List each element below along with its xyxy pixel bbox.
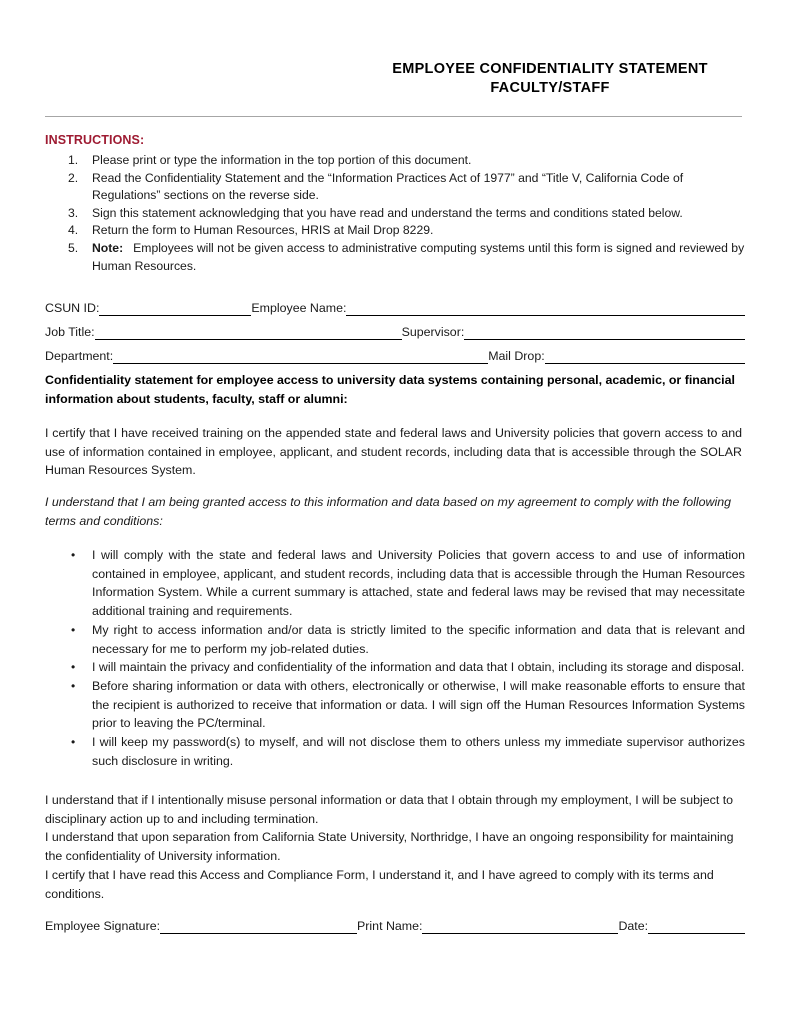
list-item: [45, 677, 745, 733]
header-divider: [45, 116, 742, 117]
title-line-secondary: FACULTY/STAFF: [490, 80, 610, 96]
certification-paragraph: I certify that I have received training on the appended state and federal laws and University policies that govern access to and use of information contained in employee, applicant, and student records, including data that is accessible through the SOLAR Human Resources System.: [45, 426, 742, 478]
supervisor-label: Supervisor:: [401, 325, 465, 339]
supervisor-input[interactable]: [464, 325, 745, 340]
title-line-primary: EMPLOYEE CONFIDENTIALITY STATEMENT: [392, 61, 708, 77]
instruction-item: [45, 222, 745, 240]
instruction-item-note: [45, 240, 745, 275]
list-item: [45, 733, 745, 770]
closing-paragraph-1: I understand that if I intentionally misuse personal information or data that I obtain through my employment, I will be subject to disciplinary action up to and including termination.: [45, 793, 734, 826]
date-input[interactable]: [648, 919, 745, 934]
print-name-input[interactable]: [422, 919, 618, 934]
instruction-number: 3.: [68, 205, 79, 220]
bullet-icon: •: [71, 735, 76, 750]
list-item-text: Before sharing information or data with others, electronically or otherwise, I will make reasonable efforts to ensure that the recipient is authorized to receive that information or data. I will sign off the Human Resources Information Systems prior to leaving the PC/terminal.: [92, 678, 745, 731]
closing-paragraphs: [45, 791, 742, 903]
employee-name-input[interactable]: [346, 301, 745, 316]
mail-drop-label: Mail Drop:: [488, 349, 545, 363]
employee-signature-label: Employee Signature:: [45, 919, 161, 933]
instruction-item: [45, 152, 745, 170]
instruction-number: 5.: [68, 240, 79, 255]
closing-paragraph-2: I understand that upon separation from California State University, Northridge, I have an ongoing responsibility for maintaining the confidentiality of University information.: [45, 830, 734, 864]
list-item: [45, 621, 745, 658]
list-item-text: I will keep my password(s) to myself, and will not disclose them to others unless my immediate supervisor authorizes such disclosure in writing.: [92, 735, 745, 768]
form-row-department-maildrop: [45, 340, 745, 364]
print-name-label: Print Name:: [357, 919, 423, 933]
list-item: [45, 546, 745, 621]
list-item-text: I will comply with the state and federal laws and University Policies that govern access to and use of information contained in employee, applicant, and student records, including data that is accessible through the Human Resources Information System. While a current summary is attached, state and federal laws may be revised that may necessitate additional training and requirements.: [92, 548, 745, 619]
list-item-text: My right to access information and/or data is strictly limited to the specific information and data that is relevant and necessary for me to perform my job-related duties.: [92, 622, 745, 656]
instruction-text: Please print or type the information in the top portion of this document.: [92, 153, 472, 167]
date-label: Date:: [618, 919, 649, 933]
instruction-text: Employees will not be given access to administrative computing systems until this form is signed and reviewed by Human Resources.: [92, 240, 745, 273]
employee-info-form: [45, 292, 745, 364]
instructions-list: [45, 152, 745, 275]
terms-intro-paragraph: I understand that I am being granted access to this information and data based on my agreement to comply with the following terms and conditions:: [45, 495, 732, 528]
job-title-label: Job Title:: [45, 325, 95, 339]
form-row-id-name: [45, 292, 745, 316]
job-title-input[interactable]: [95, 325, 402, 340]
instruction-text: Read the Confidentiality Statement and the “Information Practices Act of 1977” and “Title V, California Code of Regulations” sections on the reverse side.: [92, 170, 684, 203]
bullet-icon: •: [71, 678, 76, 693]
form-row-job-supervisor: [45, 316, 745, 340]
csun-id-input[interactable]: [99, 301, 251, 316]
list-item: [45, 658, 745, 677]
department-label: Department:: [45, 349, 114, 363]
signature-row: [45, 912, 745, 934]
instruction-text: Return the form to Human Resources, HRIS at Mail Drop 8229.: [92, 223, 434, 238]
employee-signature-input[interactable]: [160, 919, 357, 934]
instructions-heading: INSTRUCTIONS:: [45, 133, 145, 147]
confidentiality-statement-heading: Confidentiality statement for employee access to university data systems containing personal, academic, or financial information about students, faculty, staff or alumni:: [45, 373, 735, 406]
csun-id-label: CSUN ID:: [45, 301, 100, 315]
instruction-text: Sign this statement acknowledging that you have read and understand the terms and conditions stated below.: [92, 205, 683, 220]
instruction-item: [45, 170, 745, 205]
list-item-text: I will maintain the privacy and confidentiality of the information and data that I obtain, including its storage and disposal.: [92, 660, 745, 675]
instruction-item: [45, 205, 745, 223]
instruction-number: 1.: [68, 153, 79, 167]
bullet-icon: •: [71, 622, 76, 637]
mail-drop-input[interactable]: [545, 349, 745, 364]
document-title: [355, 60, 745, 98]
bullet-icon: •: [71, 660, 76, 675]
instruction-number: 4.: [68, 223, 79, 238]
bullet-icon: •: [71, 548, 76, 562]
employee-name-label: Employee Name:: [251, 301, 347, 315]
closing-paragraph-3: I certify that I have read this Access and Compliance Form, I understand it, and I have agreed to comply with its terms and conditions.: [45, 867, 714, 901]
instruction-number: 2.: [68, 170, 79, 185]
department-input[interactable]: [113, 349, 488, 364]
instruction-note-label: Note:: [92, 240, 124, 255]
terms-bullet-list: [45, 546, 745, 770]
